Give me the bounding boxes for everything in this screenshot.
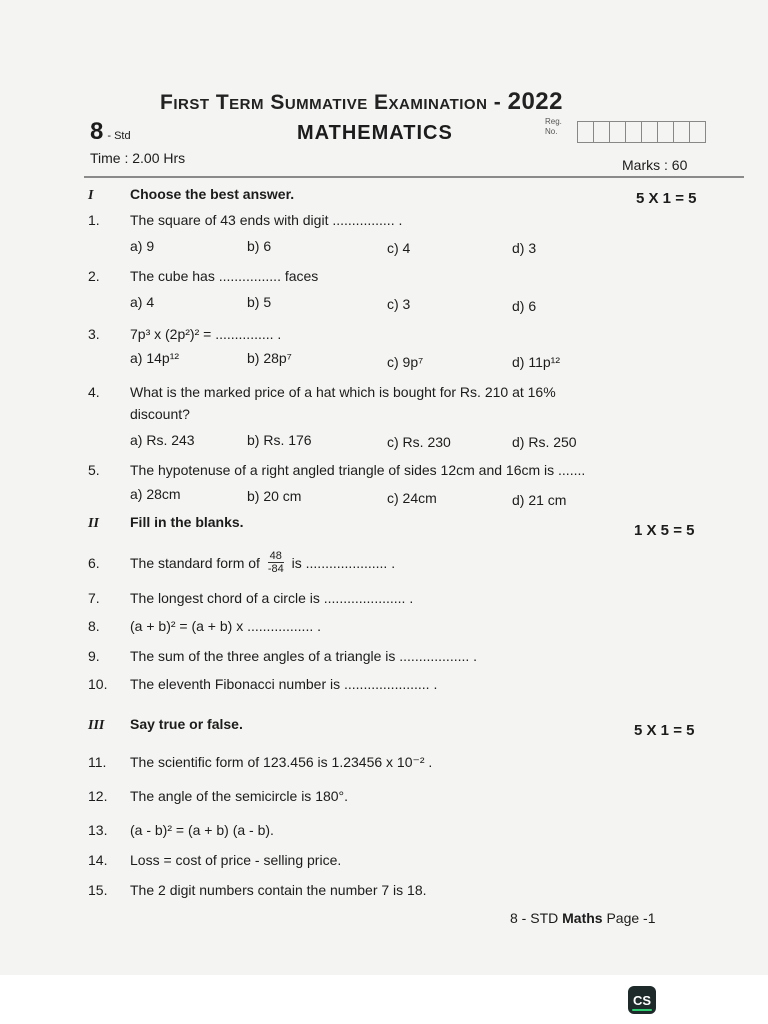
question-number: 8. [88, 618, 100, 634]
option-a: a) 14p¹² [130, 350, 180, 366]
question-14 [88, 852, 341, 868]
question-10 [88, 676, 437, 692]
reg-cell [609, 121, 626, 143]
option-b: b) Rs. 176 [247, 432, 312, 448]
footer-std: 8 - STD [510, 910, 559, 926]
question-number: 6. [88, 555, 100, 572]
question-number: 10. [88, 676, 108, 692]
question-number: 5. [88, 462, 100, 478]
fraction-numerator: 48 [269, 550, 282, 562]
fraction [268, 550, 284, 575]
question-7 [88, 590, 413, 606]
question-number: 11. [88, 754, 107, 770]
question-number: 13. [88, 822, 108, 838]
option-d: d) 3 [512, 240, 537, 256]
option-c: c) Rs. 230 [387, 434, 451, 450]
question-number: 9. [88, 648, 100, 664]
question-number: 4. [88, 384, 100, 400]
std-suffix: - Std [107, 130, 131, 142]
question-13 [88, 822, 274, 838]
question-9 [88, 648, 477, 664]
question-number: 14. [88, 852, 108, 868]
question-text: The scientific form of 123.456 is 1.23456 x 10⁻² . [130, 754, 433, 770]
reg-no-label: Reg. No. [545, 117, 562, 136]
question-text-after: is ..................... . [291, 555, 396, 572]
question-text: What is the marked price of a hat which is bought for Rs. 210 at 16% [130, 384, 556, 400]
header-divider [84, 176, 744, 178]
option-c: c) 3 [387, 296, 411, 312]
question-text: (a + b)² = (a + b) x ................. . [130, 618, 322, 634]
section-1-heading [88, 186, 294, 204]
section-2-roman: II [88, 516, 99, 531]
page-footer [510, 910, 656, 926]
reg-cell [673, 121, 690, 143]
std-label [90, 118, 131, 146]
section-2-title: Fill in the blanks. [130, 514, 244, 530]
option-d: d) 6 [512, 298, 537, 314]
subject-title: MATHEMATICS [297, 122, 453, 144]
section-1-roman: I [88, 188, 94, 203]
question-text: The standard form of [130, 555, 260, 572]
exam-title-text: First Term Summative Examination - [160, 91, 502, 114]
option-d: d) 11p¹² [512, 354, 560, 370]
option-d: d) Rs. 250 [512, 434, 577, 450]
option-b: b) 28p⁷ [247, 350, 292, 366]
reg-cell [657, 121, 674, 143]
question-text: The sum of the three angles of a triangle is .................. . [130, 648, 478, 664]
question-text: The eleventh Fibonacci number is ...................... . [130, 676, 438, 692]
question-12 [88, 788, 348, 804]
footer-page: Page -1 [606, 910, 656, 926]
exam-marks: Marks : 60 [622, 157, 688, 173]
footer-subject: Maths [562, 910, 603, 926]
question-text-continued: discount? [130, 406, 190, 422]
reg-no-boxes [578, 121, 706, 143]
reg-cell [625, 121, 642, 143]
question-number: 15. [88, 882, 108, 898]
section-3-roman: III [88, 718, 105, 733]
section-2-score: 1 X 5 = 5 [634, 522, 695, 539]
reg-cell [689, 121, 706, 143]
question-text: The square of 43 ends with digit ................ . [130, 212, 403, 228]
question-text: The cube has ................ faces [130, 268, 319, 284]
section-3-heading [88, 716, 243, 734]
option-b: b) 6 [247, 238, 272, 254]
question-text: (a - b)² = (a + b) (a - b). [130, 822, 274, 838]
option-c: c) 9p⁷ [387, 354, 424, 370]
question-number: 12. [88, 788, 108, 804]
option-c: c) 24cm [387, 490, 437, 506]
section-1-title: Choose the best answer. [130, 186, 295, 202]
question-6 [88, 552, 395, 577]
exam-year: 2022 [507, 88, 563, 115]
question-text: The angle of the semicircle is 180°. [130, 788, 349, 804]
option-d: d) 21 cm [512, 492, 567, 508]
question-text: 7p³ x (2p²)² = ............... . [130, 326, 282, 342]
section-3-score: 5 X 1 = 5 [634, 722, 695, 739]
option-a: a) 9 [130, 238, 155, 254]
reg-cell [593, 121, 610, 143]
reg-cell [641, 121, 658, 143]
camscanner-logo-icon [628, 986, 656, 1014]
question-15 [88, 882, 427, 898]
option-b: b) 20 cm [247, 488, 302, 504]
question-number: 1. [88, 212, 100, 228]
question-3 [88, 326, 281, 342]
question-1 [88, 212, 402, 228]
section-1-score: 5 X 1 = 5 [636, 190, 697, 207]
question-number: 3. [88, 326, 100, 342]
question-text: Loss = cost of price - selling price. [130, 852, 342, 868]
fraction-denominator: -84 [267, 563, 284, 575]
exam-title [160, 88, 563, 116]
question-number: 7. [88, 590, 100, 606]
option-a: a) Rs. 243 [130, 432, 195, 448]
std-number: 8 [90, 118, 104, 145]
question-text: The hypotenuse of a right angled triangle of sides 12cm and 16cm is ....... [130, 462, 586, 478]
section-3-title: Say true or false. [130, 716, 243, 732]
badge-label: CS [632, 992, 652, 1008]
option-b: b) 5 [247, 294, 272, 310]
question-number: 2. [88, 268, 100, 284]
option-a: a) 4 [130, 294, 155, 310]
reg-cell [577, 121, 594, 143]
section-2-heading [88, 514, 244, 532]
question-text: The 2 digit numbers contain the number 7 is 18. [130, 882, 427, 898]
question-4 [88, 384, 556, 400]
option-c: c) 4 [387, 240, 411, 256]
option-a: a) 28cm [130, 486, 181, 502]
exam-time: Time : 2.00 Hrs [90, 150, 186, 166]
question-5 [88, 462, 585, 478]
question-11 [88, 754, 432, 771]
question-text: The longest chord of a circle is ..................... . [130, 590, 414, 606]
question-2 [88, 268, 318, 284]
question-8 [88, 618, 321, 634]
